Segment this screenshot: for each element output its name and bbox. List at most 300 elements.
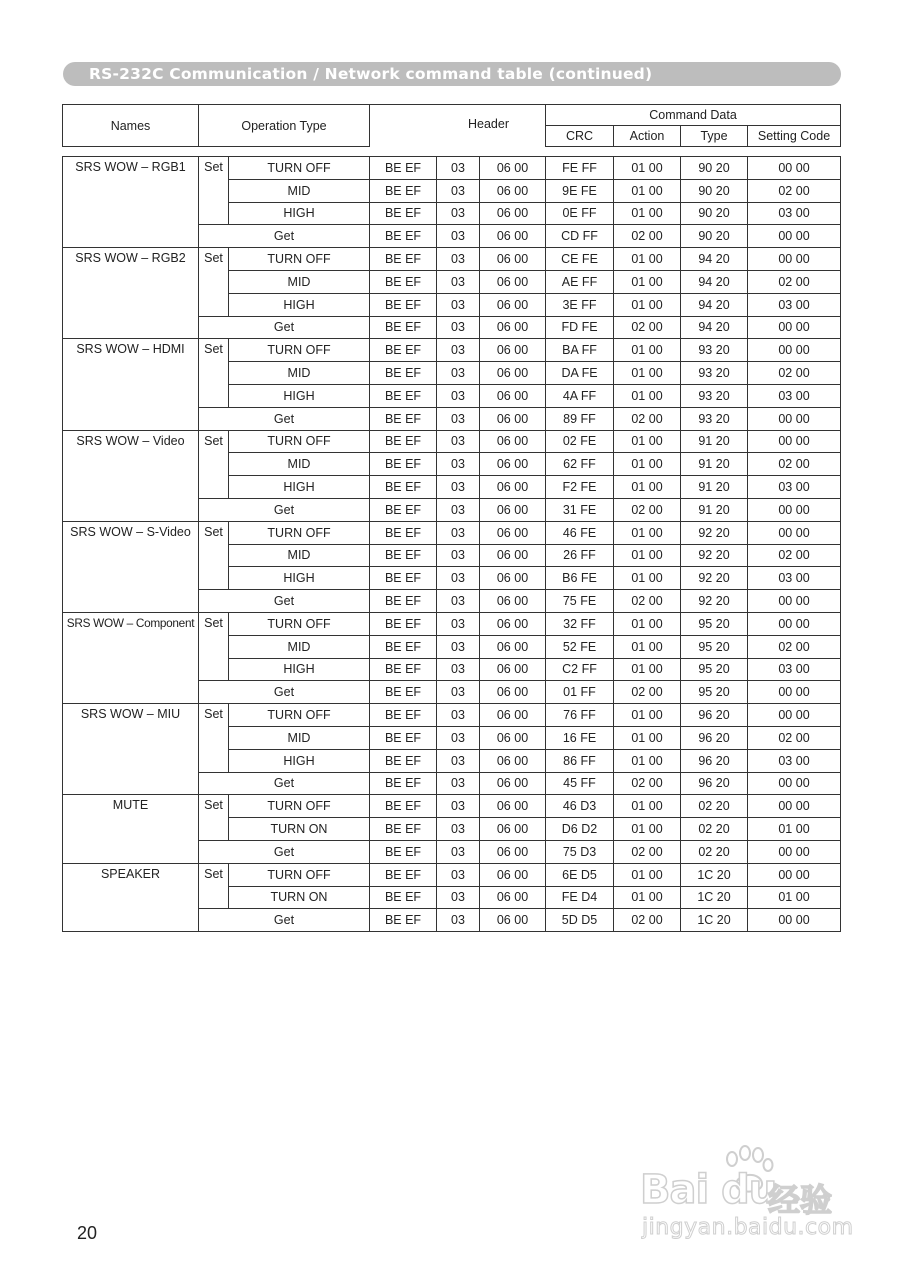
watermark-chinese: 经验 xyxy=(768,1181,833,1219)
type-value: 93 20 xyxy=(681,407,748,430)
operation-value: MID xyxy=(229,362,370,385)
crc-value: B6 FE xyxy=(546,567,614,590)
type-value: 96 20 xyxy=(681,772,748,795)
crc-value: 62 FF xyxy=(546,453,614,476)
type-value: 92 20 xyxy=(681,544,748,567)
crc-value: 46 FE xyxy=(546,521,614,544)
setting-code-value: 00 00 xyxy=(748,772,841,795)
setting-code-value: 00 00 xyxy=(748,521,841,544)
header-byte-1: BE EF xyxy=(370,430,437,453)
type-value: 90 20 xyxy=(681,179,748,202)
header-byte-1: BE EF xyxy=(370,635,437,658)
section-title: RS-232C Communication / Network command table (continued) xyxy=(89,65,653,83)
crc-value: C2 FF xyxy=(546,658,614,681)
header-byte-2: 03 xyxy=(437,453,480,476)
header-byte-3: 06 00 xyxy=(480,840,546,863)
header-byte-2: 03 xyxy=(437,567,480,590)
type-value: 96 20 xyxy=(681,726,748,749)
command-name: SRS WOW – RGB1 xyxy=(63,157,199,248)
command-name: SRS WOW – MIU xyxy=(63,704,199,795)
header-byte-2: 03 xyxy=(437,795,480,818)
header-byte-1: BE EF xyxy=(370,544,437,567)
setting-code-value: 03 00 xyxy=(748,476,841,499)
header-byte-2: 03 xyxy=(437,772,480,795)
header-byte-1: BE EF xyxy=(370,590,437,613)
operation-value: HIGH xyxy=(229,749,370,772)
setting-code-value: 02 00 xyxy=(748,362,841,385)
header-byte-1: BE EF xyxy=(370,225,437,248)
operation-value: TURN OFF xyxy=(229,339,370,362)
type-value: 90 20 xyxy=(681,157,748,180)
crc-value: 46 D3 xyxy=(546,795,614,818)
header-byte-2: 03 xyxy=(437,316,480,339)
header-byte-3: 06 00 xyxy=(480,909,546,932)
operation-value: TURN OFF xyxy=(229,248,370,271)
header-byte-2: 03 xyxy=(437,612,480,635)
crc-value: D6 D2 xyxy=(546,818,614,841)
header-byte-3: 06 00 xyxy=(480,544,546,567)
header-byte-2: 03 xyxy=(437,726,480,749)
table-row xyxy=(63,248,841,271)
type-value: 92 20 xyxy=(681,521,748,544)
command-data-header: Command Data xyxy=(546,105,841,126)
crc-value: 4A FF xyxy=(546,384,614,407)
type-value: 02 20 xyxy=(681,795,748,818)
action-value: 02 00 xyxy=(614,590,681,613)
header-byte-2: 03 xyxy=(437,909,480,932)
action-value: 02 00 xyxy=(614,772,681,795)
action-value: 02 00 xyxy=(614,316,681,339)
operation-value: TURN OFF xyxy=(229,704,370,727)
set-label: Set xyxy=(199,521,229,589)
header-byte-3: 06 00 xyxy=(480,157,546,180)
type-value: 90 20 xyxy=(681,225,748,248)
header-byte-2: 03 xyxy=(437,248,480,271)
command-name: SRS WOW – Component xyxy=(63,612,199,703)
header-byte-2: 03 xyxy=(437,362,480,385)
crc-value: 01 FF xyxy=(546,681,614,704)
type-value: 94 20 xyxy=(681,270,748,293)
header-byte-2: 03 xyxy=(437,635,480,658)
crc-value: FD FE xyxy=(546,316,614,339)
header-byte-3: 06 00 xyxy=(480,293,546,316)
action-value: 01 00 xyxy=(614,544,681,567)
type-value: 91 20 xyxy=(681,476,748,499)
header-byte-2: 03 xyxy=(437,544,480,567)
setting-code-header: Setting Code xyxy=(748,126,841,147)
header-byte-3: 06 00 xyxy=(480,795,546,818)
header-byte-1: BE EF xyxy=(370,293,437,316)
type-value: 91 20 xyxy=(681,430,748,453)
crc-value: 75 D3 xyxy=(546,840,614,863)
setting-code-value: 00 00 xyxy=(748,863,841,886)
crc-value: 0E FF xyxy=(546,202,614,225)
crc-value: DA FE xyxy=(546,362,614,385)
header-byte-3: 06 00 xyxy=(480,453,546,476)
operation-value: HIGH xyxy=(229,476,370,499)
header-byte-3: 06 00 xyxy=(480,749,546,772)
type-value: 94 20 xyxy=(681,316,748,339)
action-value: 01 00 xyxy=(614,362,681,385)
setting-code-value: 00 00 xyxy=(748,316,841,339)
setting-code-value: 00 00 xyxy=(748,430,841,453)
type-value: 95 20 xyxy=(681,658,748,681)
action-value: 02 00 xyxy=(614,225,681,248)
crc-header: CRC xyxy=(546,126,614,147)
header-byte-3: 06 00 xyxy=(480,316,546,339)
action-value: 01 00 xyxy=(614,749,681,772)
table-row xyxy=(63,157,841,180)
set-label: Set xyxy=(199,612,229,680)
section-title-banner xyxy=(63,62,841,86)
type-value: 91 20 xyxy=(681,453,748,476)
header-byte-2: 03 xyxy=(437,749,480,772)
header-byte-1: BE EF xyxy=(370,612,437,635)
crc-value: 31 FE xyxy=(546,498,614,521)
action-value: 01 00 xyxy=(614,612,681,635)
action-value: 01 00 xyxy=(614,658,681,681)
header-byte-2: 03 xyxy=(437,430,480,453)
setting-code-value: 00 00 xyxy=(748,407,841,430)
setting-code-value: 02 00 xyxy=(748,453,841,476)
operation-get: Get xyxy=(199,407,370,430)
action-value: 02 00 xyxy=(614,840,681,863)
header-byte-3: 06 00 xyxy=(480,818,546,841)
setting-code-value: 01 00 xyxy=(748,886,841,909)
header-byte-1: BE EF xyxy=(370,795,437,818)
header-byte-2: 03 xyxy=(437,658,480,681)
column-header-table xyxy=(62,104,841,147)
type-value: 1C 20 xyxy=(681,909,748,932)
action-value: 01 00 xyxy=(614,476,681,499)
operation-value: TURN OFF xyxy=(229,795,370,818)
header-byte-1: BE EF xyxy=(370,749,437,772)
type-value: 95 20 xyxy=(681,635,748,658)
header-byte-1: BE EF xyxy=(370,704,437,727)
action-value: 01 00 xyxy=(614,635,681,658)
type-value: 95 20 xyxy=(681,612,748,635)
command-name: SRS WOW – Video xyxy=(63,430,199,521)
header-byte-2: 03 xyxy=(437,840,480,863)
setting-code-value: 03 00 xyxy=(748,749,841,772)
operation-value: TURN ON xyxy=(229,818,370,841)
action-value: 01 00 xyxy=(614,863,681,886)
header-byte-1: BE EF xyxy=(370,453,437,476)
crc-value: 52 FE xyxy=(546,635,614,658)
action-value: 01 00 xyxy=(614,453,681,476)
set-label: Set xyxy=(199,795,229,841)
action-value: 01 00 xyxy=(614,384,681,407)
action-value: 01 00 xyxy=(614,704,681,727)
setting-code-value: 02 00 xyxy=(748,270,841,293)
action-value: 01 00 xyxy=(614,430,681,453)
header-byte-2: 03 xyxy=(437,681,480,704)
setting-code-value: 03 00 xyxy=(748,658,841,681)
crc-value: 5D D5 xyxy=(546,909,614,932)
type-value: 1C 20 xyxy=(681,863,748,886)
setting-code-value: 00 00 xyxy=(748,909,841,932)
crc-value: 45 FF xyxy=(546,772,614,795)
names-header: Names xyxy=(63,105,199,147)
operation-get: Get xyxy=(199,909,370,932)
setting-code-value: 00 00 xyxy=(748,840,841,863)
setting-code-value: 02 00 xyxy=(748,179,841,202)
command-name: SRS WOW – RGB2 xyxy=(63,248,199,339)
header-byte-3: 06 00 xyxy=(480,179,546,202)
action-value: 01 00 xyxy=(614,726,681,749)
crc-value: F2 FE xyxy=(546,476,614,499)
operation-value: TURN OFF xyxy=(229,157,370,180)
page-number: 20 xyxy=(77,1223,98,1243)
operation-value: HIGH xyxy=(229,658,370,681)
setting-code-value: 00 00 xyxy=(748,498,841,521)
set-label: Set xyxy=(199,704,229,772)
action-value: 01 00 xyxy=(614,818,681,841)
header-byte-3: 06 00 xyxy=(480,498,546,521)
crc-value: 89 FF xyxy=(546,407,614,430)
set-label: Set xyxy=(199,157,229,225)
set-label: Set xyxy=(199,863,229,909)
crc-value: 32 FF xyxy=(546,612,614,635)
header-byte-1: BE EF xyxy=(370,567,437,590)
setting-code-value: 00 00 xyxy=(748,590,841,613)
header-byte-1: BE EF xyxy=(370,339,437,362)
action-value: 01 00 xyxy=(614,567,681,590)
header-byte-2: 03 xyxy=(437,521,480,544)
header-byte-3: 06 00 xyxy=(480,225,546,248)
header-byte-1: BE EF xyxy=(370,840,437,863)
header-byte-3: 06 00 xyxy=(480,430,546,453)
table-row xyxy=(63,612,841,635)
operation-get: Get xyxy=(199,498,370,521)
header-byte-1: BE EF xyxy=(370,909,437,932)
command-name: SRS WOW – HDMI xyxy=(63,339,199,430)
header-byte-2: 03 xyxy=(437,886,480,909)
header-byte-2: 03 xyxy=(437,202,480,225)
operation-get: Get xyxy=(199,590,370,613)
setting-code-value: 03 00 xyxy=(748,384,841,407)
header-byte-1: BE EF xyxy=(370,362,437,385)
crc-value: 86 FF xyxy=(546,749,614,772)
operation-value: HIGH xyxy=(229,293,370,316)
crc-value: FE D4 xyxy=(546,886,614,909)
setting-code-value: 03 00 xyxy=(748,567,841,590)
header-byte-2: 03 xyxy=(437,225,480,248)
operation-value: MID xyxy=(229,544,370,567)
operation-type-header: Operation Type xyxy=(199,105,370,147)
setting-code-value: 00 00 xyxy=(748,248,841,271)
table-row xyxy=(63,339,841,362)
command-name: SRS WOW – S-Video xyxy=(63,521,199,612)
setting-code-value: 01 00 xyxy=(748,818,841,841)
header-byte-3: 06 00 xyxy=(480,248,546,271)
crc-value: CD FF xyxy=(546,225,614,248)
type-value: 93 20 xyxy=(681,362,748,385)
type-value: 93 20 xyxy=(681,339,748,362)
header-byte-2: 03 xyxy=(437,339,480,362)
type-value: 1C 20 xyxy=(681,886,748,909)
action-value: 02 00 xyxy=(614,498,681,521)
setting-code-value: 00 00 xyxy=(748,339,841,362)
header-byte-2: 03 xyxy=(437,157,480,180)
crc-value: 26 FF xyxy=(546,544,614,567)
header-byte-1: BE EF xyxy=(370,726,437,749)
type-value: 91 20 xyxy=(681,498,748,521)
crc-value: 6E D5 xyxy=(546,863,614,886)
header-byte-1: BE EF xyxy=(370,498,437,521)
table-row xyxy=(63,704,841,727)
operation-value: MID xyxy=(229,270,370,293)
crc-value: 3E FF xyxy=(546,293,614,316)
header-byte-1: BE EF xyxy=(370,157,437,180)
header-byte-2: 03 xyxy=(437,498,480,521)
header-byte-3: 06 00 xyxy=(480,202,546,225)
header-byte-2: 03 xyxy=(437,293,480,316)
action-value: 01 00 xyxy=(614,179,681,202)
table-row xyxy=(63,430,841,453)
action-value: 01 00 xyxy=(614,157,681,180)
type-header: Type xyxy=(681,126,748,147)
action-value: 01 00 xyxy=(614,886,681,909)
command-table xyxy=(62,156,841,932)
crc-value: 75 FE xyxy=(546,590,614,613)
command-name: MUTE xyxy=(63,795,199,863)
header-byte-2: 03 xyxy=(437,590,480,613)
header-byte-1: BE EF xyxy=(370,270,437,293)
setting-code-value: 00 00 xyxy=(748,681,841,704)
type-value: 93 20 xyxy=(681,384,748,407)
watermark-url: jingyan.baidu.com xyxy=(642,1215,854,1240)
header-byte-3: 06 00 xyxy=(480,476,546,499)
header-byte-2: 03 xyxy=(437,270,480,293)
set-label: Set xyxy=(199,430,229,498)
header-byte-1: BE EF xyxy=(370,658,437,681)
header-byte-3: 06 00 xyxy=(480,886,546,909)
crc-value: FE FF xyxy=(546,157,614,180)
operation-value: TURN OFF xyxy=(229,521,370,544)
header-byte-3: 06 00 xyxy=(480,407,546,430)
operation-value: MID xyxy=(229,453,370,476)
action-value: 02 00 xyxy=(614,681,681,704)
setting-code-value: 02 00 xyxy=(748,635,841,658)
type-value: 96 20 xyxy=(681,704,748,727)
header-byte-2: 03 xyxy=(437,863,480,886)
type-value: 96 20 xyxy=(681,749,748,772)
operation-value: HIGH xyxy=(229,384,370,407)
header-byte-2: 03 xyxy=(437,818,480,841)
header-byte-3: 06 00 xyxy=(480,658,546,681)
action-value: 02 00 xyxy=(614,407,681,430)
setting-code-value: 00 00 xyxy=(748,795,841,818)
setting-code-value: 00 00 xyxy=(748,612,841,635)
setting-code-value: 00 00 xyxy=(748,225,841,248)
header-byte-3: 06 00 xyxy=(480,590,546,613)
operation-value: HIGH xyxy=(229,567,370,590)
setting-code-value: 02 00 xyxy=(748,544,841,567)
action-header: Action xyxy=(614,126,681,147)
header-byte-3: 06 00 xyxy=(480,772,546,795)
header-byte-2: 03 xyxy=(437,704,480,727)
header-byte-2: 03 xyxy=(437,179,480,202)
header-byte-1: BE EF xyxy=(370,681,437,704)
setting-code-value: 00 00 xyxy=(748,704,841,727)
operation-value: TURN ON xyxy=(229,886,370,909)
setting-code-value: 02 00 xyxy=(748,726,841,749)
header-byte-3: 06 00 xyxy=(480,726,546,749)
header-byte-1: BE EF xyxy=(370,407,437,430)
header-byte-3: 06 00 xyxy=(480,567,546,590)
header-byte-1: BE EF xyxy=(370,384,437,407)
operation-get: Get xyxy=(199,225,370,248)
header-byte-3: 06 00 xyxy=(480,681,546,704)
action-value: 01 00 xyxy=(614,293,681,316)
type-value: 02 20 xyxy=(681,840,748,863)
operation-value: TURN OFF xyxy=(229,612,370,635)
crc-value: 9E FE xyxy=(546,179,614,202)
header-byte-3: 06 00 xyxy=(480,612,546,635)
header-byte-1: BE EF xyxy=(370,886,437,909)
header-byte-1: BE EF xyxy=(370,476,437,499)
type-value: 94 20 xyxy=(681,248,748,271)
action-value: 01 00 xyxy=(614,248,681,271)
header-byte-1: BE EF xyxy=(370,248,437,271)
action-value: 01 00 xyxy=(614,339,681,362)
header-byte-3: 06 00 xyxy=(480,362,546,385)
set-label: Set xyxy=(199,248,229,316)
header-byte-2: 03 xyxy=(437,407,480,430)
action-value: 01 00 xyxy=(614,202,681,225)
header-byte-3: 06 00 xyxy=(480,521,546,544)
set-label: Set xyxy=(199,339,229,407)
type-value: 02 20 xyxy=(681,818,748,841)
crc-value: AE FF xyxy=(546,270,614,293)
setting-code-value: 03 00 xyxy=(748,202,841,225)
operation-value: TURN OFF xyxy=(229,863,370,886)
type-value: 95 20 xyxy=(681,681,748,704)
header-byte-1: BE EF xyxy=(370,772,437,795)
operation-get: Get xyxy=(199,840,370,863)
operation-value: MID xyxy=(229,635,370,658)
header-byte-3: 06 00 xyxy=(480,270,546,293)
table-row xyxy=(63,521,841,544)
operation-get: Get xyxy=(199,316,370,339)
header-byte-1: BE EF xyxy=(370,521,437,544)
type-value: 94 20 xyxy=(681,293,748,316)
table-row xyxy=(63,863,841,886)
crc-value: 02 FE xyxy=(546,430,614,453)
header-byte-2: 03 xyxy=(437,384,480,407)
header-byte-1: BE EF xyxy=(370,316,437,339)
operation-get: Get xyxy=(199,772,370,795)
header-byte-3: 06 00 xyxy=(480,863,546,886)
setting-code-value: 03 00 xyxy=(748,293,841,316)
header-byte-1: BE EF xyxy=(370,179,437,202)
operation-get: Get xyxy=(199,681,370,704)
baidu-watermark xyxy=(640,1145,855,1245)
setting-code-value: 00 00 xyxy=(748,157,841,180)
crc-value: CE FE xyxy=(546,248,614,271)
operation-value: TURN OFF xyxy=(229,430,370,453)
type-value: 92 20 xyxy=(681,590,748,613)
header-byte-3: 06 00 xyxy=(480,704,546,727)
action-value: 02 00 xyxy=(614,909,681,932)
command-name: SPEAKER xyxy=(63,863,199,931)
operation-value: MID xyxy=(229,726,370,749)
header-byte-3: 06 00 xyxy=(480,339,546,362)
operation-value: MID xyxy=(229,179,370,202)
header-byte-1: BE EF xyxy=(370,818,437,841)
crc-value: 76 FF xyxy=(546,704,614,727)
